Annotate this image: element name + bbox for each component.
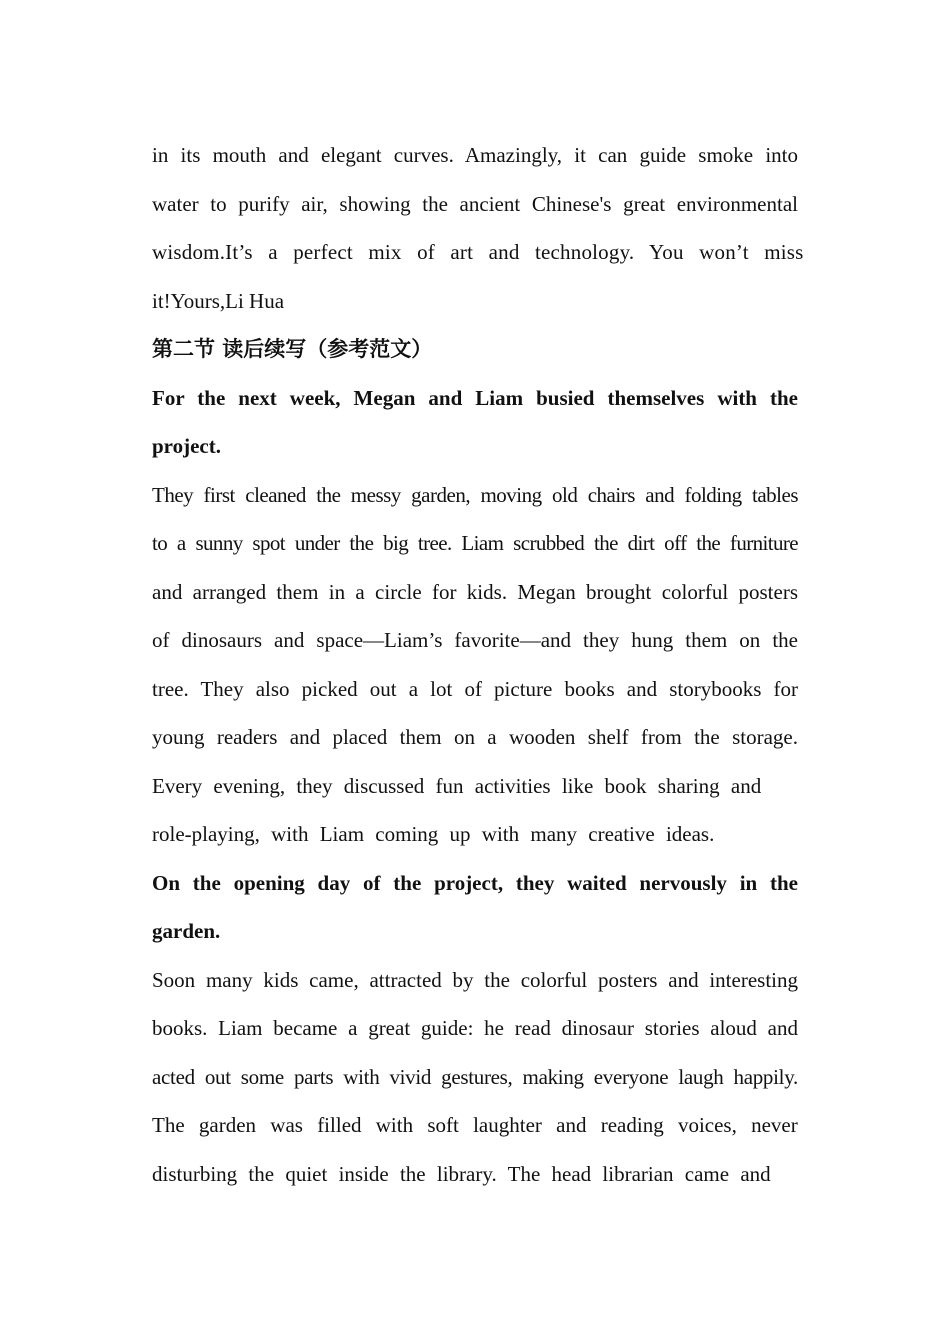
section-heading: 第二节 读后续写（参考范文） — [152, 337, 433, 361]
text-line: in its mouth and elegant curves. Amazingly, it can guide smoke into — [152, 143, 798, 167]
text-line: role-playing, with Liam coming up with many creative ideas. — [152, 822, 715, 846]
text-line: of dinosaurs and space—Liam’s favorite—and they hung them on the — [152, 628, 798, 652]
text-line: water to purify air, showing the ancient Chinese's great environmental — [152, 191, 798, 216]
text-line: to a sunny spot under the big tree. Liam scrubbed the dirt off the furniture — [152, 531, 798, 555]
text-line: books. Liam became a great guide: he read dinosaur stories aloud and — [152, 1016, 798, 1040]
text-line: acted out some parts with vivid gestures, making everyone laugh happily. — [152, 1064, 798, 1089]
prompt-line: For the next week, Megan and Liam busied themselves with the — [152, 385, 798, 410]
text-line: wisdom.It’s a perfect mix of art and technology. You won’t miss — [152, 240, 804, 264]
text-line: disturbing the quiet inside the library. The head librarian came and — [152, 1161, 771, 1186]
text-line: Soon many kids came, attracted by the colorful posters and interesting — [152, 967, 798, 992]
text-line: The garden was filled with soft laughter and reading voices, never — [152, 1113, 798, 1137]
prompt-line: garden. — [152, 919, 221, 943]
prompt-line: project. — [152, 434, 221, 458]
text-line: it!Yours,Li Hua — [152, 288, 285, 313]
text-line: tree. They also picked out a lot of picture books and storybooks for — [152, 676, 798, 701]
text-line: and arranged them in a circle for kids. Megan brought colorful posters — [152, 579, 798, 604]
text-line: young readers and placed them on a wooden shelf from the storage. — [152, 725, 798, 749]
document-body — [152, 131, 804, 1198]
text-line: Every evening, they discussed fun activities like book sharing and — [152, 773, 762, 798]
prompt-line: On the opening day of the project, they waited nervously in the — [152, 870, 798, 895]
text-line: They first cleaned the messy garden, moving old chairs and folding tables — [152, 482, 798, 507]
